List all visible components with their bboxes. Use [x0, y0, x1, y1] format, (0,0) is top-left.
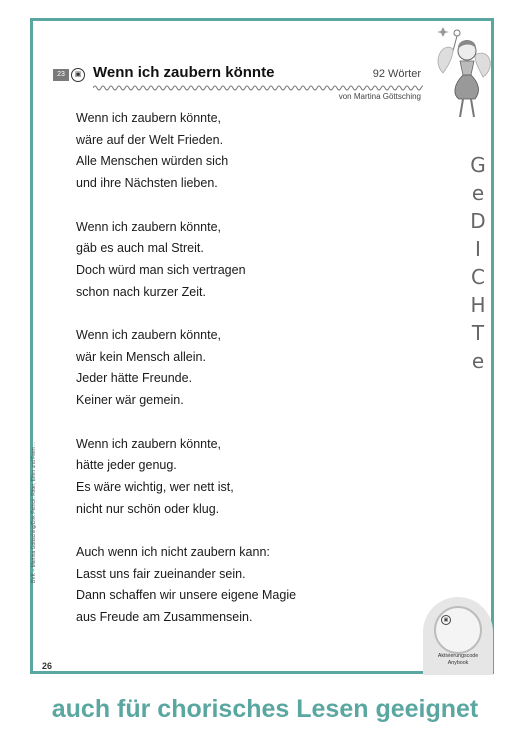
- poem-line: wär kein Mensch allein.: [76, 349, 206, 364]
- stanza: [76, 542, 416, 629]
- poem-line: Wenn ich zaubern könnte,: [76, 436, 222, 451]
- poem-body: [76, 108, 416, 651]
- poem-line: aus Freude am Zusammensein.: [76, 610, 253, 625]
- side-letter: e: [471, 349, 485, 373]
- copyright-credit: BVK – Martina Göttsching/Dirk Petrick: Ritter, Elfen und Feen ...: [31, 441, 37, 583]
- side-letter: T: [471, 321, 485, 345]
- caption-text: auch für chorisches Lesen geeignet: [51, 695, 479, 723]
- side-letter: I: [475, 237, 481, 261]
- poem-line: gäb es auch mal Streit.: [76, 241, 204, 256]
- fairy-illustration: [413, 21, 497, 131]
- anybook-label-line1: Aktivierungscode: [437, 653, 479, 659]
- anybook-label-line2: Anybook: [447, 660, 469, 666]
- stanza: [76, 434, 416, 521]
- stanza: [76, 108, 416, 195]
- anybook-activation[interactable]: [423, 597, 493, 675]
- audio-qr-icon: ▣: [71, 68, 85, 82]
- side-letter: C: [471, 265, 485, 289]
- poem-line: Dann schaffen wir unsere eigene Magie: [76, 588, 297, 603]
- page-number: 26: [42, 661, 53, 671]
- anybook-label: [423, 653, 493, 667]
- poem-line: Wenn ich zaubern könnte,: [76, 328, 222, 342]
- poem-line: hätte jeder genug.: [76, 458, 177, 473]
- side-letter: e: [471, 181, 485, 205]
- poem-line: Wenn ich zaubern könnte,: [76, 111, 222, 125]
- side-letter: D: [470, 209, 486, 233]
- side-label-gedichte: [463, 151, 493, 375]
- wavy-underline: [93, 84, 423, 92]
- poem-line: Keiner wär gemein.: [76, 393, 184, 408]
- anybook-code-icon: ▣: [441, 615, 451, 625]
- poem-line: Jeder hätte Freunde.: [76, 371, 193, 386]
- poem-author: von Martina Göttsching: [338, 92, 421, 101]
- side-letter: H: [470, 293, 486, 317]
- poem-title: Wenn ich zaubern könnte: [93, 64, 275, 81]
- poem-line: wäre auf der Welt Frieden.: [76, 132, 224, 147]
- anybook-circle: [434, 606, 482, 654]
- poem-line: Doch würd man sich vertragen: [76, 262, 246, 277]
- poem-line: Es wäre wichtig, wer nett ist,: [76, 479, 234, 494]
- word-count: 92 Wörter: [372, 68, 421, 80]
- poem-line: Auch wenn ich nicht zaubern kann:: [76, 545, 270, 559]
- side-letter: G: [470, 153, 486, 177]
- poem-line: und ihre Nächsten lieben.: [76, 176, 218, 191]
- worksheet-page: [30, 18, 494, 674]
- page-badge: 23: [53, 69, 69, 81]
- poem-line: Alle Menschen würden sich: [76, 154, 229, 169]
- stanza: [76, 325, 416, 412]
- poem-line: Lasst uns fair zueinander sein.: [76, 566, 246, 581]
- stanza: [76, 217, 416, 304]
- poem-line: nicht nur schön oder klug.: [76, 501, 220, 516]
- poem-line: Wenn ich zaubern könnte,: [76, 219, 222, 234]
- poem-line: schon nach kurzer Zeit.: [76, 284, 206, 299]
